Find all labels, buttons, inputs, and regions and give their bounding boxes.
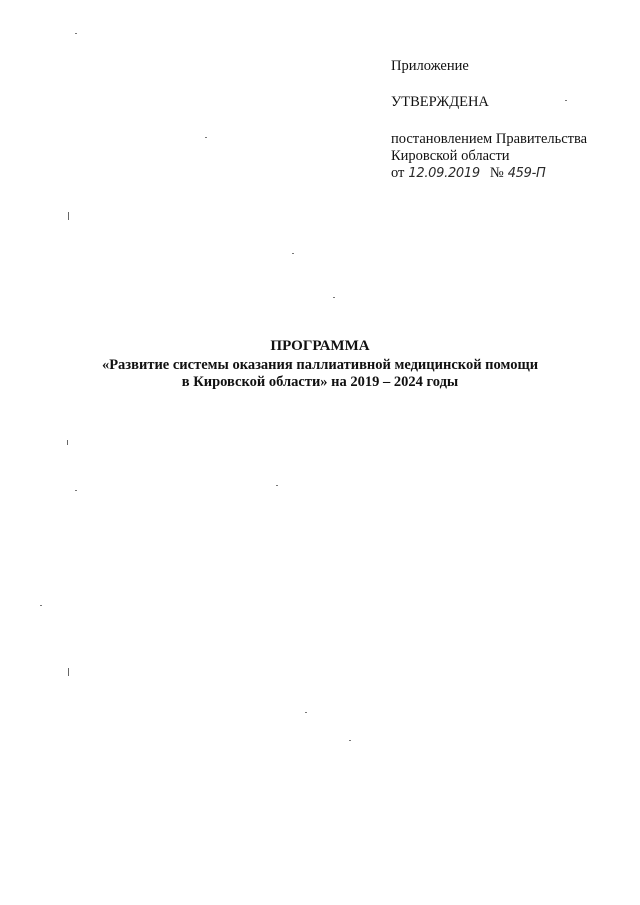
date-number-row — [391, 165, 621, 182]
resolution-line-1: постановлением Правительства — [391, 131, 588, 147]
scan-mark — [68, 212, 69, 220]
scan-speck — [75, 33, 77, 34]
scan-mark — [68, 668, 69, 676]
scan-speck — [305, 712, 307, 713]
scan-speck — [75, 490, 77, 491]
handwritten-number: 459-П — [507, 166, 546, 181]
scan-speck — [349, 740, 351, 741]
approved-label: УТВЕРЖДЕНА — [391, 94, 489, 110]
scan-speck — [205, 137, 207, 138]
program-heading: ПРОГРАММА — [270, 338, 370, 354]
program-title-block — [60, 338, 580, 391]
from-label: от — [391, 165, 405, 181]
program-title-line-2: в Кировской области» на 2019 – 2024 годы — [181, 374, 459, 390]
scan-speck — [276, 485, 278, 486]
scan-speck — [565, 100, 567, 101]
scan-speck — [292, 253, 294, 254]
handwritten-date: 12.09.2019 — [408, 166, 480, 181]
program-title-line-1: «Развитие системы оказания паллиативной медицинской помощи — [101, 357, 539, 373]
appendix-label: Приложение — [391, 58, 469, 74]
scan-speck — [333, 297, 335, 298]
resolution-line-2: Кировской области — [391, 148, 510, 164]
number-label: № — [489, 165, 504, 181]
scan-speck — [40, 605, 42, 606]
scan-mark — [67, 440, 68, 445]
approval-stamp-block — [391, 58, 621, 182]
